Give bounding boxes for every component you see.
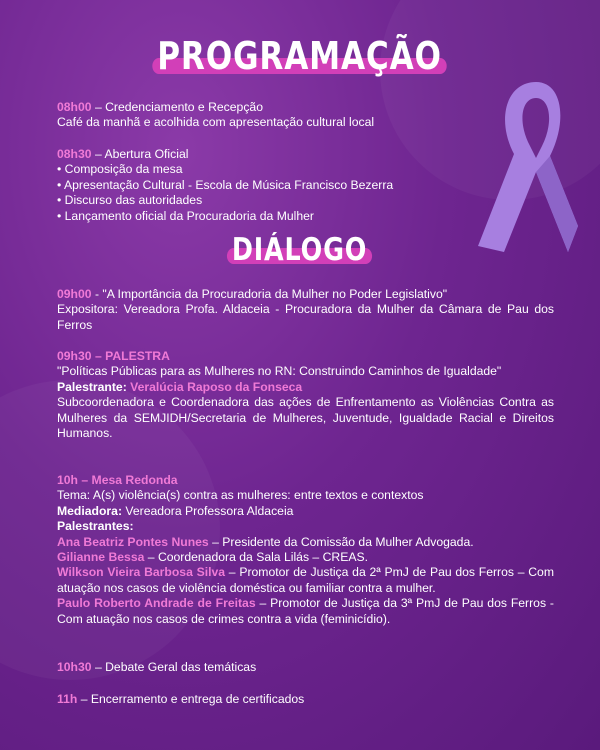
section-header: 09h30 – PALESTRA — [57, 349, 170, 363]
speaker-label: Palestrante: — [57, 379, 131, 394]
dialogo-title: DIÁLOGO — [232, 232, 368, 268]
speaker-name: Gilianne Bessa — [57, 550, 145, 565]
list-item: • Discurso das autoridades — [57, 193, 203, 208]
speaker-name: Wilkson Vieira Barbosa Silva — [57, 565, 226, 580]
section-header: 10h – Mesa Redonda — [57, 473, 178, 487]
item-text: - "A Importância da Procuradoria da Mulher no Poder Legislativo" — [91, 287, 448, 301]
theme-text: Tema: A(s) violência(s) contra as mulheres: entre textos e contextos — [57, 488, 424, 503]
item-text: – Abertura Oficial — [91, 147, 189, 161]
speaker-name: Ana Beatriz Pontes Nunes — [57, 534, 209, 549]
speaker-role: – Presidente da Comissão da Mulher Advogada. — [208, 534, 474, 549]
programacao-title: PROGRAMAÇÃO — [157, 34, 443, 78]
programacao-block-2 — [57, 147, 554, 224]
speaker-description: Subcoordenadora e Coordenadora das ações de Enfrentamento as Violências Contra as Mulheres da SEMJIDH/Secretaria de Mulheres, Juventude, Igualdade Racial e Direitos Humanos. — [57, 395, 554, 441]
item-text: Café da manhã e acolhida com apresentação cultural local — [57, 115, 375, 130]
dialogo-block-3 — [57, 473, 554, 627]
programacao-title-wrap — [0, 34, 600, 78]
speaker-role: – Coordenadora da Sala Lilás – CREAS. — [144, 550, 368, 565]
time-label: 10h30 — [57, 660, 92, 674]
time-label: 09h00 — [57, 287, 92, 301]
time-label: 08h30 — [57, 147, 92, 161]
programacao-block-1 — [57, 100, 554, 131]
speakers-label: Palestrantes: — [57, 519, 134, 534]
dialogo-title-wrap — [0, 232, 600, 268]
item-text: – Debate Geral das temáticas — [91, 660, 257, 674]
lecture-title: "Políticas Públicas para as Mulheres no RN: Construindo Caminhos de Igualdade" — [57, 364, 502, 379]
mediator-label: Mediadora: — [57, 503, 123, 518]
list-item: • Apresentação Cultural - Escola de Música Francisco Bezerra — [57, 177, 394, 192]
dialogo-block-4 — [57, 660, 554, 675]
dialogo-block-2 — [57, 349, 554, 441]
time-label: 08h00 — [57, 100, 92, 114]
speaker-name: Veralúcia Raposo da Fonseca — [130, 379, 303, 394]
item-text: – Encerramento e entrega de certificados — [77, 692, 305, 706]
item-text: – Credenciamento e Recepção — [91, 100, 263, 114]
mediator-text: Vereadora Professora Aldaceia — [122, 503, 294, 518]
speaker-role: – Promotor de Justiça da 3ª PmJ de Pau dos Ferros - Com atuação nos casos de crimes contra a vida (feminicídio). — [57, 596, 554, 626]
dialogo-block-1 — [57, 287, 554, 333]
list-item: • Lançamento oficial da Procuradoria da Mulher — [57, 208, 314, 223]
speaker-name: Paulo Roberto Andrade de Freitas — [57, 596, 256, 611]
list-item: • Composição da mesa — [57, 162, 183, 177]
speaker-role: – Promotor de Justiça da 2ª PmJ de Pau dos Ferros – Com atuação nos casos de violência doméstica ou familiar contra a mulher. — [57, 565, 554, 595]
item-text: Expositora: Vereadora Profa. Aldaceia - Procuradora da Mulher da Câmara de Pau dos Ferros — [57, 302, 554, 332]
time-label: 11h — [57, 692, 78, 706]
dialogo-block-5 — [57, 692, 554, 707]
